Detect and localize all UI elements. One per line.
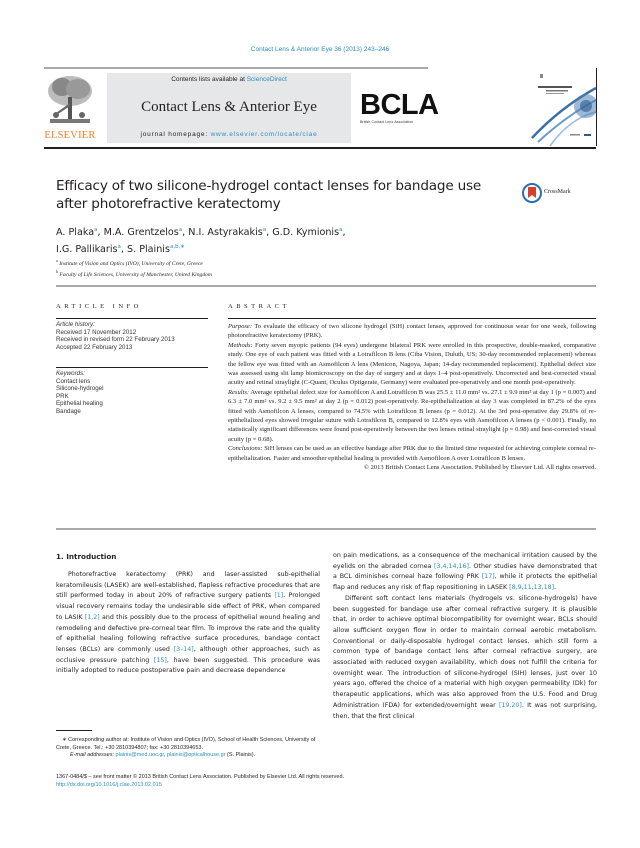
bcla-wordmark: BCLA: [360, 89, 439, 121]
author-name[interactable]: I.G. Pallikaris: [56, 244, 118, 256]
body-text: , while it protects the epithelial flap and reduces any risk of flap repositioning in LASEK: [333, 573, 598, 592]
elsevier-logo[interactable]: [44, 73, 96, 145]
corresponding-author-text: ∗ Corresponding author at: Institute of Vision and Optics (IVO), School of Health Sciences, University of Crete, Greece. Tel.: +30 2810394807; fax: +30 2810394653.: [56, 737, 316, 751]
body-text: on pain medications, as a consequence of the mechanical irritation caused by the eyelids on the abraded cornea: [333, 552, 597, 570]
journal-citation[interactable]: Contact Lens & Anterior Eye 36 (2013) 243–246: [250, 46, 390, 53]
body-text: . It was not surprising, then, that the first clinical: [333, 701, 597, 720]
keyword-item: Contact lens: [56, 377, 91, 385]
author-affiliation-mark[interactable]: a: [262, 227, 267, 233]
email-link[interactable]: plainis@opticalhouse.gr: [167, 752, 226, 758]
journal-homepage-line: [107, 131, 351, 138]
keyword-item: Silicone-hydrogel: [56, 385, 104, 393]
header-rule-bottom: [44, 147, 596, 149]
author-name[interactable]: A. Plaka: [56, 227, 95, 239]
reference-link[interactable]: [19,20]: [498, 701, 522, 709]
reference-link[interactable]: [15]: [153, 656, 167, 664]
reference-link[interactable]: [8,9,11,13,18]: [509, 584, 555, 592]
article-info-heading: ARTICLE INFO: [56, 303, 142, 310]
article-history: [56, 321, 206, 351]
doi-link[interactable]: http://dx.doi.org/10.1016/j.clae.2013.02.015: [56, 782, 162, 788]
abstract-conclusions: [228, 444, 596, 463]
author-name[interactable]: S. Plainis: [127, 244, 170, 256]
journal-cover-thumbnail[interactable]: [530, 68, 597, 146]
reference-link[interactable]: [1]: [274, 592, 284, 600]
reference-link[interactable]: [3,4,14,16]: [434, 562, 469, 570]
bcla-tagline: British Contact Lens Association: [360, 120, 414, 124]
history-item: Accepted 22 February 2013: [56, 343, 133, 351]
body-text: .: [554, 584, 557, 592]
body-paragraph: [333, 551, 597, 594]
article-title: Efficacy of two silicone-hydrogel contact lenses for bandage use after photorefractive keratectomy: [56, 178, 482, 212]
conclusions-label: Conclusions:: [228, 445, 263, 453]
author-affiliation-mark[interactable]: a: [178, 227, 183, 233]
abstract-rule: [228, 318, 596, 319]
body-text: Photorefractive keratectomy (PRK) and laser-assisted sub-epithelial keratomileusis (LASEK) are well-established, flapless refractive procedures that are still performed today in about 20% of refractive surgery patients: [56, 571, 320, 600]
sciencedirect-link[interactable]: ScienceDirect: [246, 76, 287, 83]
issn-line: 1367-0484/$ – see front matter © 2013 British Contact Lens Association. Published by Elsevier Ltd. All rights reserved.: [56, 774, 345, 780]
author-name[interactable]: N.I. Astyrakakis: [188, 227, 263, 239]
affiliation-text: Faculty of Life Sciences, University of Manchester, United Kingdom: [59, 272, 212, 279]
elsevier-wordmark: ELSEVIER: [44, 130, 96, 141]
journal-homepage-link[interactable]: www.elsevier.com/locate/clae: [210, 131, 318, 138]
author-affiliation-mark[interactable]: a: [339, 227, 343, 233]
abstract-body: [228, 322, 596, 473]
email-label: E-mail addresses:: [70, 752, 116, 758]
journal-cover-image-icon: [530, 68, 596, 146]
front-matter-rule: [56, 285, 596, 287]
email-separator: ,: [163, 752, 167, 758]
bcla-logo[interactable]: [360, 89, 439, 130]
affiliation-list: [56, 257, 516, 280]
methods-text: Forty seven myopic patients (94 eyes) undergone bilateral PRK were enrolled in this prospective, double-masked, comparative study. One eye of each patient was fitted with a Lotrafilcon B lens (Ciba Vision, Duluth, US; 30-day recommended replacement) whereas the fellow eye was fitted with an Asmofilcon A lens (Menicon, Nagoya, Japan; 14-day recommended replacement). Epithelial defect size was assessed using slit lamp biomicroscopy on the day of surgery and at days 1–4 post-operatively. Uncorrected and best-corrected visual acuity and retinal straylight (C-Quant, Oculus Optigerate, Germany) were evaluated pre-operatively and one month post-operatively.: [228, 341, 596, 387]
affiliation-item: [56, 268, 516, 279]
elsevier-tree-icon: [46, 73, 94, 127]
header-rule-top: [44, 67, 428, 69]
abstract-copyright: © 2013 British Contact Lens Association. Published by Elsevier Ltd. All rights reserved.: [363, 464, 596, 472]
body-column-left: [56, 570, 320, 677]
history-item: Received in revised form 22 February 2013: [56, 336, 175, 344]
journal-masthead: [107, 73, 351, 143]
email-link[interactable]: plainis@med.uoc.gr: [115, 752, 164, 758]
journal-name: Contact Lens & Anterior Eye: [141, 99, 317, 115]
history-item: Received 17 November 2012: [56, 328, 137, 336]
keyword-item: Bandage: [56, 407, 81, 415]
body-text: . Prolonged visual recovery remains today the undesirable side effect of PRK, when compared to LASIK: [56, 592, 320, 621]
abstract-methods: [228, 341, 596, 388]
body-text: Different soft contact lens materials (hydrogels vs. silicone-hydrogels) have been suggested for bandage use after corneal refractive surgery. It is plausible that, in order to achieve optimal biocompatibility for overnight wear, BCLs should allow sufficient oxygen flow in order to maintain corneal aerobic metabolism. Conventional or daily-disposable hydrogel contact lenses, which still form a common type of bandage contact lens after corneal refractive surgery, are associated with reduced oxygen availability, which does not fulfill the criteria for overnight wear. The introduction of silicone-hydrogel (SIH) lenses, just over 10 years ago, offered the choice of a material with high oxygen permeability (Dk) for therapeutic applications, which was also approved from the U.S. Food and Drug Administration (FDA) for extended/overnight wear: [333, 594, 597, 709]
affiliation-item: [56, 257, 516, 268]
body-text: , although other approaches, such as occlusive pressure patching: [56, 645, 321, 664]
reference-link[interactable]: [1,2]: [84, 613, 100, 621]
keyword-item: Epithelial healing: [56, 400, 103, 408]
section-heading-introduction: 1. Introduction: [56, 552, 117, 561]
contents-available-line: [107, 76, 351, 83]
footnote-rule: [56, 730, 92, 731]
reference-link[interactable]: [3–14]: [173, 645, 194, 653]
author-name[interactable]: G.D. Kymionis: [272, 227, 340, 239]
body-text: . Other studies have demonstrated that a BCL diminishes corneal haze following PRK: [333, 562, 597, 581]
body-column-right: [333, 551, 597, 722]
abstract-end-rule: [56, 528, 596, 530]
author-affiliation-mark[interactable]: a,b,∗: [169, 244, 185, 251]
front-matter-info: [56, 773, 596, 789]
homepage-prefix: journal homepage:: [140, 131, 211, 138]
reference-link[interactable]: [17]: [481, 573, 495, 581]
author-name[interactable]: M.A. Grentzelos: [103, 227, 179, 239]
email-suffix: (S. Plainis).: [225, 752, 256, 758]
affiliation-text: Institute of Vision and Optics (IVO), University of Crete, Greece: [59, 260, 203, 267]
article-info-rule: [56, 318, 208, 319]
crossmark-label: CrossMark: [544, 189, 571, 195]
author-list: A. Plaka$^a$, M.A. Grentzelos$^a$, N.I. Astyrakakis$^a$, G.D. Kymionis$^a$, I.G. Pallikaris$^a$, S. Plainis$^{a,b,∗}$: [56, 227, 346, 256]
results-text: Average epithelial defect size for Asmofilcon A and Lotrafilcon B was 25.5 ± 11.0 mm² vs. 27.1 ± 9.9 mm² at day 1 (p = 0.007) and 6.3 ± 7.0 mm² vs. 9.2 ± 9.5 mm² at day 2 (p = 0.012) post-operatively. Re-epithelialization at day 3 was completed in 87.2% of the eyes fitted with Asmofilcon A lenses, compared to 74.5% with Lotrafilcon B lenses (p = 0.012). At the 3rd post-operative day 29.8% of re-epithelialized eyes showed irregular suture with Lotrafilcon B, compared to 12.8% eyes with Asmofilcon A lenses (p < 0.001). Finally, no statistically significant differences were found post-operatively between the two lenses retinal straylight (p = 0.98) and best-corrected visual acuity (p = 0.68).: [228, 388, 596, 443]
body-text: and this possibly due to the process of epithelial wound healing and remodeling and defective pre-corneal tear film. To improve the rate and the quality of epithelial healing following refractive surface procedures, bandage contact lenses (BCLs) are commonly used: [56, 613, 320, 653]
body-text: , have been suggested. This procedure was initially adopted to reduce postoperative pain and decrease dependence: [56, 656, 320, 675]
keywords: [56, 370, 206, 416]
results-label: Results:: [228, 388, 250, 396]
contents-prefix: Contents lists available at: [171, 76, 247, 83]
conclusions-text: SiH lenses can be used as an effective bandage after PRK due to the limited time requested for achieving complete corneal re-epithelialization. Faster and smoother epithelial healing is provided with Asmofilcon A over Lotrafilcon B lenses.: [228, 445, 596, 462]
purpose-label: Purpose:: [228, 323, 253, 330]
corresponding-author-footnote: [56, 737, 322, 760]
keyword-item: PRK: [56, 392, 69, 400]
abstract-heading: ABSTRACT: [228, 303, 290, 310]
affiliation-mark: b: [56, 269, 58, 275]
keywords-label: Keywords:: [56, 370, 85, 377]
article-history-label: Article history:: [56, 321, 95, 328]
author-affiliation-mark[interactable]: a: [117, 244, 121, 251]
crossmark-icon: [522, 183, 542, 203]
abstract-results: [228, 388, 596, 444]
purpose-text: To evaluate the efficacy of two silicone hydrogel (SiH) contact lenses, approved for continuous wear for one week, following photorefractive keratectomy (PRK).: [228, 323, 596, 340]
methods-label: Methods:: [228, 341, 253, 349]
keywords-rule: [56, 367, 208, 368]
crossmark-badge[interactable]: [522, 183, 602, 203]
email-line: [56, 752, 322, 760]
affiliation-mark: a: [56, 258, 58, 263]
abstract-purpose: [228, 322, 596, 341]
author-affiliation-mark[interactable]: a: [94, 227, 98, 233]
body-paragraph: [56, 570, 320, 677]
body-paragraph: [333, 594, 597, 722]
